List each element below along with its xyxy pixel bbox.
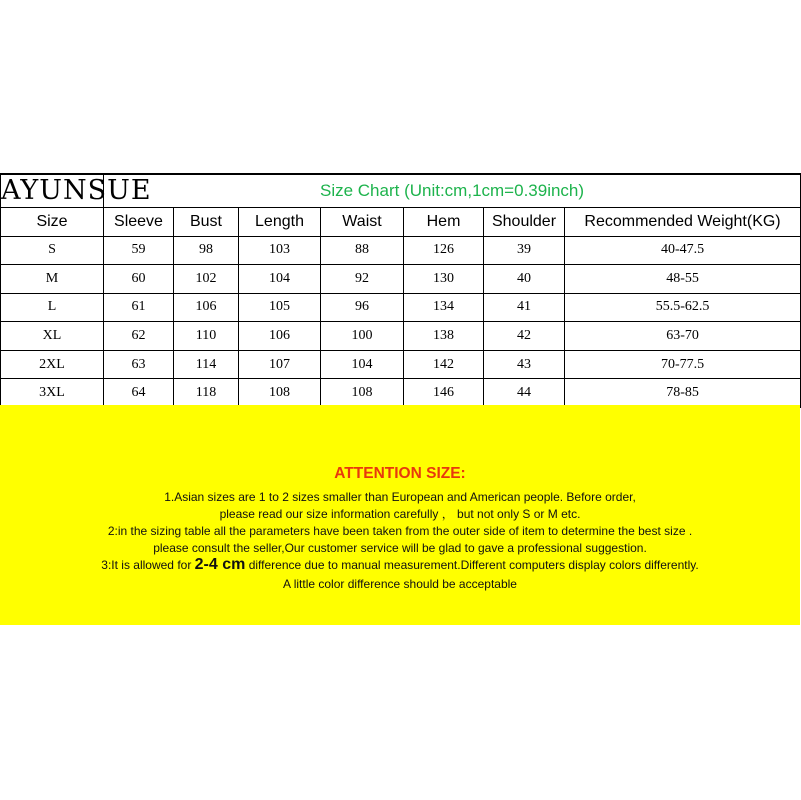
tolerance-value: 2-4 cm [194,556,246,573]
notice-line-2: please read our size information carefully ， but not only S or M etc. [219,507,581,521]
size-chart-table [0,173,801,408]
notice-line-5 [0,557,800,573]
table-cell: 40-47.5 [565,236,801,265]
table-cell: 114 [174,350,239,379]
column-header: Recommended Weight(KG) [565,207,801,236]
table-cell: 118 [174,379,239,408]
table-cell: 40 [484,265,565,294]
brand-logo: AYUNSUE [1,175,152,207]
table-cell: 102 [174,265,239,294]
table-cell: 3XL [1,379,104,408]
table-cell: XL [1,322,104,351]
table-cell: 39 [484,236,565,265]
table-cell: 106 [174,293,239,322]
table-cell: M [1,265,104,294]
table-row [1,293,801,322]
table-cell: 110 [174,322,239,351]
column-header: Sleeve [104,207,174,236]
table-cell: 108 [239,379,321,408]
table-cell: 59 [104,236,174,265]
column-header: Waist [321,207,404,236]
table-row [1,350,801,379]
column-header: Bust [174,207,239,236]
table-cell: 100 [321,322,404,351]
table-cell: 92 [321,265,404,294]
column-header: Size [1,207,104,236]
table-cell: 48-55 [565,265,801,294]
chart-title: Size Chart (Unit:cm,1cm=0.39inch) [104,174,801,207]
table-cell: 60 [104,265,174,294]
table-cell: 70-77.5 [565,350,801,379]
table-cell: 107 [239,350,321,379]
table-cell: 126 [404,236,484,265]
table-cell: 105 [239,293,321,322]
table-cell: 63-70 [565,322,801,351]
notice-heading: ATTENTION SIZE: [334,465,466,482]
table-cell: 106 [239,322,321,351]
table-row [1,379,801,408]
table-cell: S [1,236,104,265]
table-cell: 134 [404,293,484,322]
table-row [1,236,801,265]
table-row [1,322,801,351]
table-cell: 96 [321,293,404,322]
attention-notice [0,405,800,625]
notice-line-4: please consult the seller,Our customer service will be glad to gave a professional suggestion. [153,541,647,555]
notice-line-6: A little color difference should be acceptable [283,577,517,591]
table-cell: 42 [484,322,565,351]
table-cell: 41 [484,293,565,322]
table-cell: 138 [404,322,484,351]
column-header: Hem [404,207,484,236]
table-cell: 78-85 [565,379,801,408]
table-cell: 43 [484,350,565,379]
table-cell: 130 [404,265,484,294]
table-cell: 104 [321,350,404,379]
table-cell: 104 [239,265,321,294]
table-cell: 142 [404,350,484,379]
table-cell: 88 [321,236,404,265]
notice-line-3: 2:in the sizing table all the parameters have been taken from the outer side of item to determine the best size . [107,524,693,538]
table-cell: 108 [321,379,404,408]
table-cell: 55.5-62.5 [565,293,801,322]
table-cell: 62 [104,322,174,351]
notice-line-1: 1.Asian sizes are 1 to 2 sizes smaller than European and American people. Before order, [164,490,636,504]
table-cell: 2XL [1,350,104,379]
table-cell: 44 [484,379,565,408]
table-cell: 64 [104,379,174,408]
notice-line-5-pre: 3:It is allowed for [101,558,195,572]
column-header: Shoulder [484,207,565,236]
column-header: Length [239,207,321,236]
table-cell: 98 [174,236,239,265]
table-row [1,265,801,294]
table-cell: 103 [239,236,321,265]
header-row [1,207,801,236]
table-cell: 63 [104,350,174,379]
title-row [1,174,801,207]
table-cell: 61 [104,293,174,322]
table-cell: L [1,293,104,322]
table-cell: 146 [404,379,484,408]
notice-line-5-post: difference due to manual measurement.Different computers display colors differently. [245,558,699,572]
